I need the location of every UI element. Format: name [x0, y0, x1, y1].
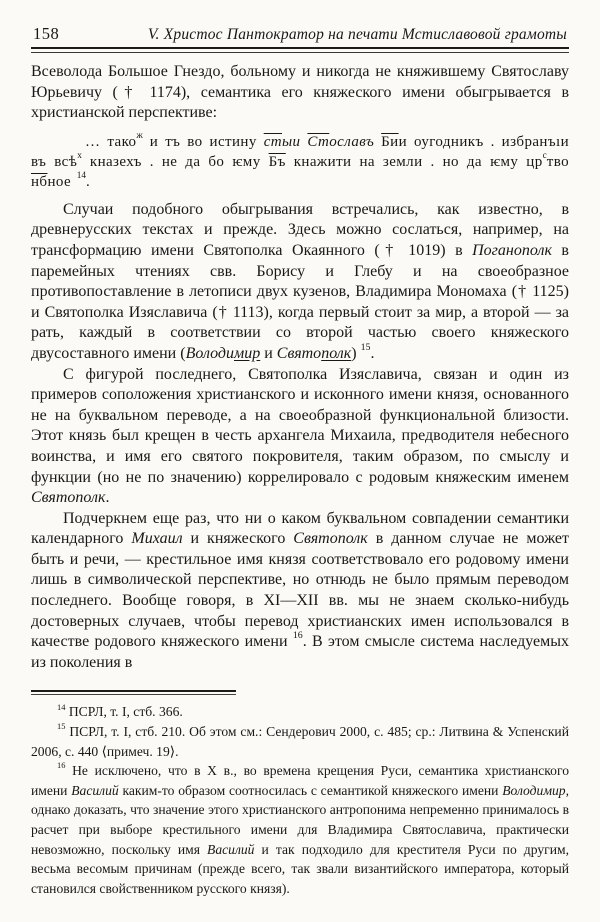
- text-segment: .: [85, 173, 91, 190]
- text-segment: Володимир: [502, 782, 566, 798]
- text-segment: ПСРЛ, т. I, стб. 210. Об этом см.: Сендерович 2000, с. 485; ср.: Литвина & Успенский 2006, с. 440 ⟨примеч. 19⟩.: [31, 724, 569, 759]
- footnotes: [31, 702, 569, 898]
- footnote-14: [31, 702, 569, 722]
- text-segment: кназехъ . не да бо ѥму: [81, 153, 269, 170]
- footnote-marker: ж: [136, 131, 143, 142]
- text-segment: полк: [321, 344, 352, 362]
- text-segment: .: [370, 344, 375, 362]
- text-segment: и княжеского: [182, 530, 294, 548]
- text-segment: Михаил: [131, 530, 183, 548]
- text-segment: ПСРЛ, т. I, стб. 366.: [65, 704, 183, 720]
- text-segment: Би: [381, 133, 399, 150]
- chapter-title: V. Христос Пантократор на печати Мстиславовой грамоты: [147, 26, 567, 43]
- footnote-marker: 15: [360, 342, 371, 354]
- text-segment: , однако доказать, что значение этого христианского антропонима непременно принималось в расчет при выборе крестильного имени для Владимира Святославича, практически невозможно, поскольку имя: [31, 782, 570, 857]
- text-segment: и оугодникъ . избранъıи въ всѣ: [31, 133, 570, 170]
- footnote-marker: 16: [292, 630, 303, 642]
- text-segment: Подчеркнем еще раз, что ни о каком буквальном совпадении семантики календарного: [31, 509, 569, 548]
- text-segment: нб: [31, 173, 48, 190]
- text-segment: ыи: [281, 133, 308, 150]
- text-segment: ): [351, 344, 361, 362]
- text-segment: Володи: [185, 344, 234, 362]
- text-segment: .: [105, 489, 110, 507]
- paragraph-examples: [31, 200, 569, 365]
- footnote-marker: с: [542, 151, 547, 162]
- header-rule: [31, 47, 569, 53]
- text-segment: Василий: [71, 782, 119, 798]
- text-segment: Святополк: [293, 530, 368, 548]
- footnote-16: [31, 761, 569, 898]
- footnote-marker: 14: [76, 171, 86, 182]
- text-segment: . В этом смысле система наследуемых из поколения в: [31, 633, 570, 671]
- footnote-15: [31, 722, 569, 761]
- text-segment: ст: [263, 133, 282, 150]
- text-segment: и так подходило для крестителя Руси по другим, весьма весомым причинам (прежде всего, так звали византийского императора, который становился свойственником русского князя).: [31, 841, 569, 896]
- text-segment: в данном случае не может быть и речи, — крестильное имя князя соответствовало его родовому имени лишь в символической перспективе, но отнюдь не было прямым переводом последнего. Вообще говоря, в XI—XII вв. мы не знаем сколько-нибудь достоверных случаев, чтобы перевод христианских имен использовался в качестве родового княжеского имени: [31, 530, 570, 651]
- quote-old-slavonic: [31, 132, 569, 192]
- footnote-marker: х: [77, 151, 82, 162]
- paragraph-svyatopolk: [31, 365, 569, 509]
- running-header: [31, 24, 569, 47]
- text-segment: Поганополк: [472, 241, 552, 259]
- text-segment: Бъ: [268, 153, 286, 170]
- paragraph-intro: [31, 62, 569, 124]
- text-segment: Святополк: [31, 489, 106, 507]
- footnote-separator: [31, 690, 236, 695]
- text-segment: Не исключено, что в X в., во времена крещения Руси, семантика христианского имени: [31, 763, 569, 798]
- text-segment: в паремейных чтениях свв. Борису и Глебу и на своеобразное противопоставление в летописи двух кузенов, Владимира Мономаха († 1125) и Святополка Изяславича († 1113), когда первый стоит за мир, а второй — за рать, каждый в соответствии со второй частью своего княжеского двусоставного имени (: [31, 241, 569, 362]
- page-number: 158: [33, 24, 60, 43]
- text-segment: кнажити на земли . но да ѥму цр: [285, 153, 543, 170]
- text-segment: ославъ: [329, 133, 382, 150]
- footnote-marker: 14: [57, 701, 66, 712]
- text-segment: … тако: [85, 133, 137, 150]
- footnote-marker: 16: [57, 760, 66, 771]
- text-segment: каким-то образом соотносилась с семантикой княжеского имени: [118, 782, 503, 798]
- text-segment: мир: [234, 344, 261, 362]
- text-segment: тво: [546, 153, 569, 170]
- text-segment: и тъ во истину: [142, 133, 264, 150]
- paragraph-conclusion: [31, 509, 569, 674]
- footnote-marker: 15: [57, 721, 66, 732]
- text-segment: Василий: [207, 841, 255, 857]
- text-segment: и: [260, 344, 277, 362]
- text-segment: С фигурой последнего, Святополка Изяславича, связан и один из примеров соположения христианского и исконного имени князя, основанного не на буквальном переводе, а на своеобразной функциональной близости. Этот князь был крещен в честь архангела Михаила, предводителя небесного воинства, и имя его святого покровителя, таким образом, по смыслу и функции (но не по значению) коррелировало с родовым княжеским именем: [31, 365, 569, 486]
- text-segment: Свято: [276, 344, 322, 362]
- body-text: [31, 62, 569, 673]
- text-segment: Ст: [307, 133, 330, 150]
- text-segment: Всеволода Большое Гнездо, больному и никогда не княжившему Святославу Юрьевичу († 1174), семантика его княжеского имени обыгрывается в христианской перспективе:: [31, 63, 569, 122]
- text-segment: ное: [47, 173, 77, 190]
- text-segment: Случаи подобного обыгрывания встречались, как известно, в древнерусских текстах и прежде. Здесь можно сослаться, например, на трансформацию имени Святополка Окаянного († 1019) в: [31, 200, 569, 259]
